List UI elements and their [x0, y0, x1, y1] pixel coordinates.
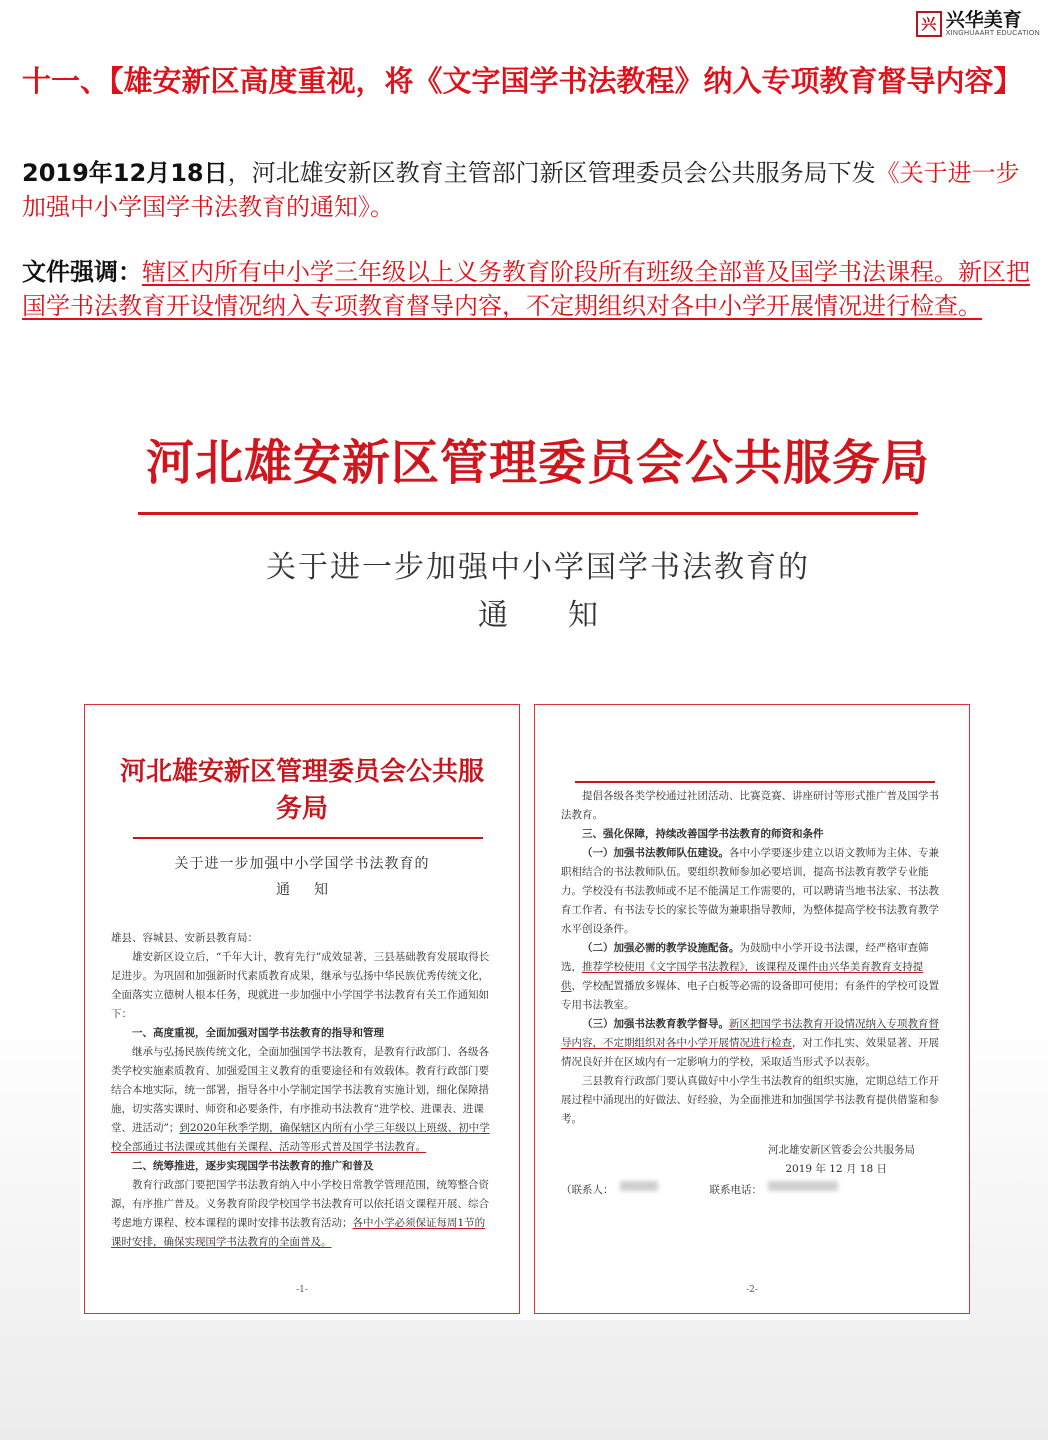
page1-red-rule — [133, 837, 483, 839]
section-3-3-head: （三）加强书法教育教学督导。 — [582, 1018, 729, 1030]
page1-body — [111, 929, 493, 1252]
section-2-body — [111, 1176, 493, 1252]
section-3-3-emphasis: 新区把国学书法教育开设情况纳入专项教育督导内容，不定期组织对各中小学开展情况进行检查 — [561, 1018, 939, 1049]
section-3-2-head: （二）加强必需的教学设施配备。 — [582, 942, 740, 954]
signature-agency: 河北雄安新区管委会公共服务局 — [768, 1144, 915, 1156]
logo-english: XINGHUAART EDUCATION — [945, 30, 1040, 37]
salutation: 雄县、容城县、安新县教育局： — [111, 932, 258, 944]
issue-date: 2019年12月18日 — [22, 159, 228, 187]
page2-continuation: 提倡各级各类学校通过社团活动、比赛竞赛、讲座研讨等形式推广普及国学书法教育。 — [561, 790, 939, 821]
section-3-1-text: 各中小学要逐步建立以语文教师为主体、专兼职相结合的书法教师队伍。要组织教师参加必要培训，提高书法教育教学专业能力。学校没有书法教师或不足不能满足工作需要的，可以聘请当地书法家、书法教育工作者、有书法专长的家长等做为兼职指导教师，为整体提高学校书法教育教学水平创设条件。 — [561, 847, 939, 935]
signature-date: 2019 年 12 月 18 日 — [785, 1163, 887, 1175]
page2-body — [561, 787, 943, 1129]
header-subtitle: 通知 — [478, 598, 658, 633]
document-page-2 — [534, 704, 970, 1314]
page1-agency: 河北雄安新区管理委员会公共服务局 — [119, 757, 484, 824]
section-1-emphasis: 到2020年秋季学期，确保辖区内所有小学三年级以上班级、初中学校全部通过书法课或其他有关课程、活动等形式普及国学书法教育。 — [111, 1122, 490, 1153]
section-2-heading: 二、统筹推进，逐步实现国学书法教育的推广和普及 — [132, 1160, 374, 1172]
emphasis-lead: 文件强调： — [22, 258, 142, 286]
section-1-body — [111, 1043, 493, 1157]
document-pages — [80, 698, 970, 1320]
intro-middle: ，河北雄安新区教育主管部门新区管理委员会公共服务局下发 — [227, 159, 876, 187]
intro-paragraph — [22, 156, 1034, 224]
phone-label: 联系电话： — [709, 1184, 762, 1196]
section-2-emphasis: 各中小学必须保证每周1节的课时安排，确保实现国学书法教育的全面普及。 — [111, 1217, 486, 1248]
section-1-heading: 一、高度重视，全面加强对国学书法教育的指导和管理 — [132, 1027, 384, 1039]
document-header-image — [96, 362, 980, 666]
page-number-1: -1- — [296, 1285, 308, 1295]
section-heading: 十一、【雄安新区高度重视，将《文字国学书法教程》纳入专项教育督导内容】 — [22, 64, 1023, 98]
notice-title: 《关于进一步加强中小学国学书法教育的通知》。 — [22, 159, 1020, 221]
emphasis-text: 辖区内所有中小学三年级以上义务教育阶段所有班级全部普及国学书法课程。新区把国学书法教育开设情况纳入专项教育督导内容，不定期组织对各中小学开展情况进行检查。 — [22, 258, 1030, 320]
page1-subtitle: 通知 — [276, 882, 352, 898]
section-3-2 — [561, 939, 943, 1015]
header-agency: 河北雄安新区管理委员会公共服务局 — [145, 435, 930, 491]
section-3-heading: 三、强化保障，持续改善国学书法教育的师资和条件 — [582, 828, 824, 840]
logo-mark-icon: 兴 — [916, 11, 942, 37]
page2-red-rule — [575, 781, 935, 783]
section-3-2-tail: ，学校配置播放多媒体、电子白板等必需的设备即可使用；有条件的学校可设置专用书法教室。 — [561, 980, 939, 1011]
page-number-2: -2- — [746, 1285, 758, 1295]
page1-intro: 雄安新区设立后，“千年大计，教育先行”成效显著，三县基础教育发展取得长足进步。为巩固和加强新时代素质教育成果，继承与弘扬中华民族优秀传统文化，全面落实立德树人根本任务，现就进一步加强中小学国学书法教育有关工作通知如下： — [111, 951, 490, 1020]
section-3-1-head: （一）加强书法教师队伍建设。 — [582, 847, 729, 859]
logo-name: 兴华美育 — [945, 9, 1022, 31]
document-page-1 — [84, 704, 520, 1314]
contact-line — [561, 1181, 943, 1200]
brand-logo — [916, 10, 1040, 37]
section-1-text: 继承与弘扬民族传统文化，全面加强国学书法教育，是教育行政部门、各级各类学校实施素质教育、加强爱国主义教育的重要途径和有效载体。教育行政部门要结合本地实际，统一部署，指导各中小学制定国学书法教育实施计划，细化保障措施，切实落实课时、师资和必要条件，有序推动书法教育“进学校、进课表、进课堂、进活动”； — [111, 1046, 489, 1134]
section-3-1 — [561, 844, 943, 939]
header-red-rule — [138, 512, 918, 515]
emphasis-paragraph — [22, 255, 1034, 323]
section-3-2-text: 为鼓励中小学开设书法课，经严格审查筛选， — [561, 942, 929, 973]
redacted-phone-number — [768, 1181, 838, 1191]
page1-title: 关于进一步加强中小学国学书法教育的 — [174, 856, 430, 872]
header-title: 关于进一步加强中小学国学书法教育的 — [266, 550, 810, 585]
section-3-3-tail: ，对工作扎实、效果显著、开展情况良好并在区域内有一定影响力的学校，采取适当形式予以表彰。 — [561, 1037, 939, 1068]
section-3-2-emphasis: 推荐学校使用《文字国学书法教程》，该课程及课件由兴华美育教育支持提供 — [561, 961, 924, 992]
section-3-3 — [561, 1015, 943, 1072]
closing-paragraph: 三县教育行政部门要认真做好中小学生书法教育的组织实施，定期总结工作开展过程中涌现出的好做法、好经验，为全面推进和加强国学书法教育提供借鉴和参考。 — [561, 1075, 939, 1125]
contact-label: （联系人： — [561, 1184, 614, 1196]
section-2-text: 教育行政部门要把国学书法教育纳入中小学校日常教学管理范围，统筹整合资源，有序推广普及。义务教育阶段学校国学书法教育可以依托语文课程开展、综合考虑地方课程、校本课程的课时安排书法教育活动； — [111, 1179, 489, 1229]
redacted-contact-name — [620, 1181, 658, 1191]
